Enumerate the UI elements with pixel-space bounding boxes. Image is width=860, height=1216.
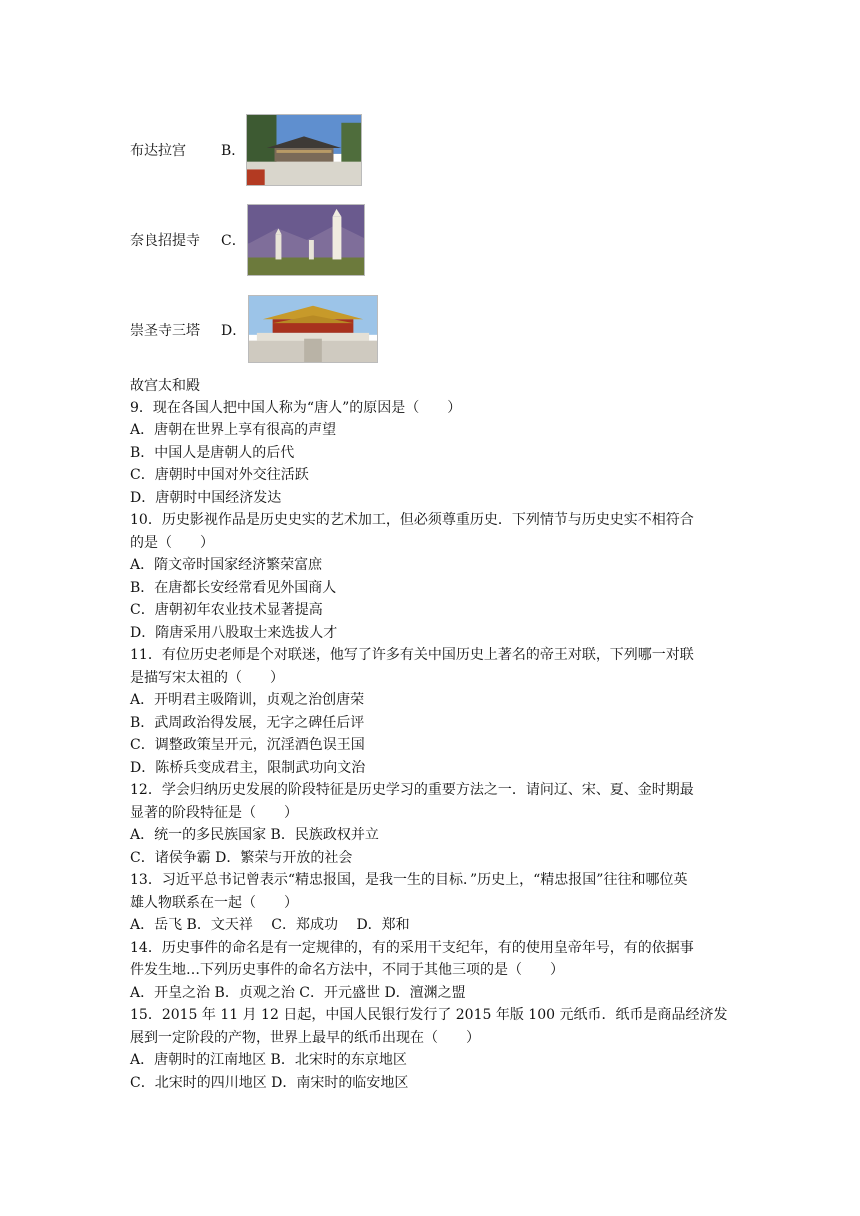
question-12-stem: 12．学会归纳历史发展的阶段特征是历史学习的重要方法之一．请问辽、宋、夏、金时期最 [130, 782, 694, 798]
q11-option-d: D．陈桥兵变成君主，限制武功向文治 [130, 760, 366, 776]
q10-option-b: B．在唐都长安经常看见外国商人 [130, 580, 337, 596]
q15-options-ab: A．唐朝时的江南地区 B．北宋时的东京地区 [130, 1052, 407, 1068]
q13-options: A．岳飞 B．文天祥 C．郑成功 D．郑和 [130, 917, 410, 933]
question-10-stem-cont: 的是（ ） [130, 535, 214, 551]
option-caption: 布达拉宫 [130, 143, 186, 159]
question-14-stem-cont: 件发生地…下列历史事件的命名方法中，不同于其他三项的是（ ） [130, 962, 564, 978]
q12-options-cd: C．诸侯争霸 D．繁荣与开放的社会 [130, 850, 353, 866]
option-caption: 奈良招提寺 [130, 233, 200, 249]
question-15-stem-cont: 展到一定阶段的产物，世界上最早的纸币出现在（ ） [130, 1030, 480, 1046]
q11-option-a: A．开明君主吸隋训，贞观之治创唐荣 [130, 692, 365, 708]
q14-options: A．开皇之治 B．贞观之治 C．开元盛世 D．澶渊之盟 [130, 985, 466, 1001]
question-11-stem: 11．有位历史老师是个对联迷，他写了许多有关中国历史上著名的帝王对联，下列哪一对联 [130, 647, 694, 663]
question-11-stem-cont: 是描写宋太祖的（ ） [130, 670, 284, 686]
q9-option-c: C．唐朝时中国对外交往活跃 [130, 467, 309, 483]
option-letter: B． [221, 143, 246, 159]
question-14-stem: 14．历史事件的命名是有一定规律的，有的采用干支纪年，有的使用皇帝年号，有的依据事 [130, 940, 694, 956]
palace-photo [248, 295, 378, 363]
option-letter: D． [221, 323, 247, 339]
q11-option-b: B．武周政治得发展，无字之碑任后评 [130, 715, 365, 731]
q10-option-a: A．隋文帝时国家经济繁荣富庶 [130, 557, 323, 573]
question-9-stem: 9．现在各国人把中国人称为“唐人”的原因是（ ） [130, 400, 462, 416]
temple-photo [246, 114, 362, 186]
question-10-stem: 10．历史影视作品是历史史实的艺术加工，但必须尊重历史．下列情节与历史史实不相符合 [130, 512, 694, 528]
question-13-stem: 13．习近平总书记曾表示“精忠报国，是我一生的目标．”历史上，“精忠报国”往往和哪位英 [130, 872, 688, 888]
question-12-stem-cont: 显著的阶段特征是（ ） [130, 805, 298, 821]
q10-option-c: C．唐朝初年农业技术显著提高 [130, 602, 323, 618]
q9-option-b: B．中国人是唐朝人的后代 [130, 445, 295, 461]
q9-option-d: D．唐朝时中国经济发达 [130, 490, 282, 506]
option-letter: C． [221, 233, 246, 249]
q11-option-c: C．调整政策呈开元，沉淫酒色误王国 [130, 737, 365, 753]
q12-options-ab: A．统一的多民族国家 B．民族政权并立 [130, 827, 379, 843]
question-15-stem: 15．2015 年 11 月 12 日起，中国人民银行发行了 2015 年版 100 元纸币．纸币是商品经济发 [130, 1007, 728, 1023]
q10-option-d: D．隋唐采用八股取士来选拔人才 [130, 625, 338, 641]
question-13-stem-cont: 雄人物联系在一起（ ） [130, 895, 298, 911]
pagodas-photo [247, 204, 365, 276]
q9-option-a: A．唐朝在世界上享有很高的声望 [130, 422, 337, 438]
option-caption: 崇圣寺三塔 [130, 323, 200, 339]
last-image-caption: 故宫太和殿 [130, 378, 200, 394]
q15-options-cd: C．北宋时的四川地区 D．南宋时的临安地区 [130, 1075, 409, 1091]
